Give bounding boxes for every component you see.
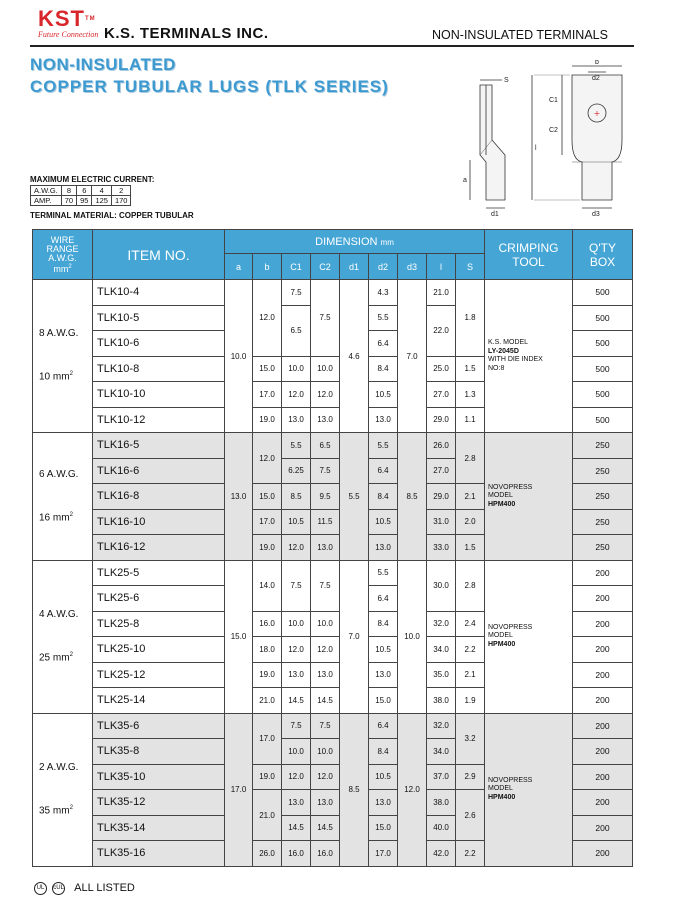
- company-name: K.S. TERMINALS INC.: [104, 25, 269, 42]
- table-row: [33, 713, 633, 739]
- table-row: [33, 433, 633, 459]
- dim-l-cell: 21.0: [427, 280, 456, 306]
- dim-c1-cell: 6.5: [282, 305, 311, 356]
- diagram-label-s: S: [504, 77, 509, 84]
- qty-cell: 200: [573, 611, 633, 637]
- table-row: [33, 560, 633, 586]
- dim-s-cell: 1.5: [456, 535, 485, 561]
- wire-header-unit: mm: [53, 263, 69, 274]
- dim-d1-cell: 8.5: [340, 713, 369, 866]
- dim-c1-cell: 13.0: [282, 407, 311, 433]
- dim-l-cell: 32.0: [427, 713, 456, 739]
- dim-l-cell: 34.0: [427, 739, 456, 765]
- dim-l-cell: 25.0: [427, 356, 456, 382]
- item-number-cell: TLK16-10: [93, 509, 225, 535]
- dim-c1-cell: 14.5: [282, 688, 311, 714]
- dim-l-cell: 30.0: [427, 560, 456, 611]
- dim-d3-cell: 7.0: [398, 280, 427, 433]
- dim-c1-cell: 13.0: [282, 662, 311, 688]
- item-number-cell: TLK25-6: [93, 586, 225, 612]
- dim-b-cell: 15.0: [253, 484, 282, 510]
- item-number-cell: TLK25-8: [93, 611, 225, 637]
- wire-range-header: WIRE RANGE A.W.G. $mm^2$: [33, 230, 93, 280]
- qty-cell: 200: [573, 739, 633, 765]
- dim-d2-cell: 10.5: [369, 509, 398, 535]
- item-number-cell: TLK35-12: [93, 790, 225, 816]
- awg-cell: 4: [92, 186, 112, 196]
- page-title-line2: COPPER TUBULAR LUGS (TLK SERIES): [30, 77, 389, 96]
- dim-c1-cell: 13.0: [282, 790, 311, 816]
- dim-l-cell: 42.0: [427, 841, 456, 867]
- wire-range-cell: [33, 433, 93, 561]
- dim-l-cell: 40.0: [427, 815, 456, 841]
- dim-c1-cell: 14.5: [282, 815, 311, 841]
- dim-col-header: d2: [369, 254, 398, 280]
- dim-c2-cell: 6.5: [311, 433, 340, 459]
- dim-d2-cell: 6.4: [369, 586, 398, 612]
- dim-d2-cell: 13.0: [369, 407, 398, 433]
- svg-text:+: +: [593, 109, 601, 118]
- qty-cell: 250: [573, 535, 633, 561]
- dim-c2-cell: 13.0: [311, 535, 340, 561]
- max-current-heading: MAXIMUM ELECTRIC CURRENT:: [30, 175, 155, 184]
- dim-col-header: C2: [311, 254, 340, 280]
- dim-d2-cell: 6.4: [369, 331, 398, 357]
- dim-b-cell: 17.0: [253, 509, 282, 535]
- dim-d2-cell: 10.5: [369, 382, 398, 408]
- dim-s-cell: 1.5: [456, 356, 485, 382]
- tool-line: NOVOPRESS: [488, 623, 533, 631]
- tool-header-l2: TOOL: [512, 254, 545, 269]
- dim-d2-cell: 5.5: [369, 560, 398, 586]
- item-number-cell: TLK25-5: [93, 560, 225, 586]
- dim-l-cell: 27.0: [427, 458, 456, 484]
- dim-d2-cell: 13.0: [369, 790, 398, 816]
- dim-c2-cell: 10.0: [311, 356, 340, 382]
- qty-cell: 200: [573, 586, 633, 612]
- current-amp-row: [31, 196, 131, 206]
- dim-b-cell: 18.0: [253, 637, 282, 663]
- dim-s-cell: 2.9: [456, 764, 485, 790]
- awg-label: A.W.G.: [31, 186, 62, 196]
- crimping-tool-cell: [485, 280, 573, 433]
- dim-c1-cell: 7.5: [282, 560, 311, 611]
- qty-cell: 200: [573, 560, 633, 586]
- dim-c1-cell: 10.0: [282, 356, 311, 382]
- qty-cell: 250: [573, 484, 633, 510]
- item-number-cell: TLK10-4: [93, 280, 225, 306]
- dim-d2-cell: 8.4: [369, 484, 398, 510]
- dimension-header-unit: mm: [380, 237, 394, 247]
- dim-col-header: d3: [398, 254, 427, 280]
- wire-header-l3: A.W.G.: [48, 252, 77, 263]
- dim-b-cell: 17.0: [253, 713, 282, 764]
- dim-d1-cell: 4.6: [340, 280, 369, 433]
- dim-s-cell: 2.8: [456, 433, 485, 484]
- dim-c1-cell: 12.0: [282, 382, 311, 408]
- dim-l-cell: 35.0: [427, 662, 456, 688]
- dim-l-cell: 38.0: [427, 688, 456, 714]
- dim-c2-cell: 7.5: [311, 458, 340, 484]
- dim-d3-cell: 10.0: [398, 560, 427, 713]
- dim-c2-cell: 10.0: [311, 739, 340, 765]
- qty-cell: 200: [573, 662, 633, 688]
- dim-c2-cell: 14.5: [311, 688, 340, 714]
- item-number-cell: TLK10-8: [93, 356, 225, 382]
- document-category: NON-INSULATED TERMINALS: [432, 28, 608, 42]
- dim-l-cell: 33.0: [427, 535, 456, 561]
- dim-d2-cell: 8.4: [369, 739, 398, 765]
- item-number-cell: TLK35-10: [93, 764, 225, 790]
- dim-l-cell: 34.0: [427, 637, 456, 663]
- company-logo: [38, 8, 100, 44]
- qty-header: [573, 230, 633, 280]
- dim-c1-cell: 5.5: [282, 433, 311, 459]
- wire-mm: 16 $mm^2$: [39, 511, 73, 523]
- qty-cell: 200: [573, 764, 633, 790]
- crimping-tool-header: [485, 230, 573, 280]
- dim-c2-cell: 7.5: [311, 713, 340, 739]
- qty-cell: 250: [573, 433, 633, 459]
- tool-line: LY-2045D: [488, 347, 519, 355]
- dim-col-header: S: [456, 254, 485, 280]
- amp-label: AMP.: [31, 196, 62, 206]
- diagram-label-a: a: [463, 177, 467, 184]
- dim-l-cell: 29.0: [427, 407, 456, 433]
- dim-d2-cell: 6.4: [369, 713, 398, 739]
- awg-cell: 2: [111, 186, 131, 196]
- table-row: [33, 280, 633, 306]
- dim-c2-cell: 13.0: [311, 407, 340, 433]
- dim-c2-cell: 10.0: [311, 611, 340, 637]
- dim-l-cell: 26.0: [427, 433, 456, 459]
- dim-a-cell: 13.0: [225, 433, 253, 561]
- dim-s-cell: 2.8: [456, 560, 485, 611]
- dim-c2-cell: 7.5: [311, 560, 340, 611]
- qty-cell: 500: [573, 305, 633, 331]
- dim-d2-cell: 10.5: [369, 764, 398, 790]
- wire-mm: 10 $mm^2$: [39, 371, 73, 383]
- dim-b-cell: 21.0: [253, 688, 282, 714]
- qty-cell: 200: [573, 841, 633, 867]
- logo-trademark: TM: [85, 16, 96, 22]
- dim-b-cell: 19.0: [253, 662, 282, 688]
- dim-c2-cell: 13.0: [311, 790, 340, 816]
- item-number-cell: TLK25-12: [93, 662, 225, 688]
- dim-b-cell: 12.0: [253, 280, 282, 357]
- dim-c1-cell: 8.5: [282, 484, 311, 510]
- amp-cell: 170: [111, 196, 131, 206]
- tool-line: NO:8: [488, 364, 505, 372]
- tool-line: MODEL: [488, 632, 513, 640]
- qty-cell: 500: [573, 382, 633, 408]
- dim-s-cell: 2.0: [456, 509, 485, 535]
- tool-line: NOVOPRESS: [488, 776, 533, 784]
- dim-d2-cell: 6.4: [369, 458, 398, 484]
- qty-cell: 200: [573, 688, 633, 714]
- dim-d3-cell: 12.0: [398, 713, 427, 866]
- dim-d2-cell: 15.0: [369, 688, 398, 714]
- dim-c2-cell: 7.5: [311, 280, 340, 357]
- max-current-section: [30, 175, 154, 206]
- dim-l-cell: 29.0: [427, 484, 456, 510]
- wire-range-cell: [33, 280, 93, 433]
- wire-mm: 35 $mm^2$: [39, 804, 73, 817]
- dim-col-header: C1: [282, 254, 311, 280]
- diagram-label-b: b: [595, 60, 599, 66]
- qty-cell: 250: [573, 509, 633, 535]
- dim-l-cell: 27.0: [427, 382, 456, 408]
- ul-mark-icon: UL: [34, 882, 47, 895]
- wire-range-cell: [33, 560, 93, 713]
- dim-a-cell: 17.0: [225, 713, 253, 866]
- dim-c1-cell: 10.0: [282, 739, 311, 765]
- dim-d1-cell: 5.5: [340, 433, 369, 561]
- qty-cell: 500: [573, 407, 633, 433]
- crimping-tool-cell: [485, 560, 573, 713]
- dim-c2-cell: 11.5: [311, 509, 340, 535]
- dim-d2-cell: 10.5: [369, 637, 398, 663]
- logo-text: KST: [38, 6, 85, 31]
- diagram-label-d1: d1: [491, 211, 499, 218]
- qty-cell: 200: [573, 790, 633, 816]
- dim-c2-cell: 9.5: [311, 484, 340, 510]
- dim-b-cell: 14.0: [253, 560, 282, 611]
- dim-b-cell: 17.0: [253, 382, 282, 408]
- wire-awg: 6 A.W.G.: [39, 468, 79, 480]
- lug-dimension-diagram: [462, 60, 642, 220]
- dim-col-header: b: [253, 254, 282, 280]
- dim-d3-cell: 8.5: [398, 433, 427, 561]
- dim-l-cell: 32.0: [427, 611, 456, 637]
- dim-c2-cell: 12.0: [311, 382, 340, 408]
- dim-s-cell: 2.1: [456, 662, 485, 688]
- page-title-line1: NON-INSULATED: [30, 55, 176, 74]
- item-number-cell: TLK16-8: [93, 484, 225, 510]
- tool-line: MODEL: [488, 492, 513, 499]
- dim-d1-cell: 7.0: [340, 560, 369, 713]
- qty-header-l1: Q'TY: [589, 240, 616, 255]
- dim-s-cell: 1.8: [456, 280, 485, 357]
- tool-line: K.S. MODEL: [488, 339, 529, 346]
- listing-text: ALL LISTED: [74, 882, 135, 895]
- dim-d2-cell: 5.5: [369, 433, 398, 459]
- diagram-label-c2: C2: [549, 127, 558, 134]
- dim-b-cell: 21.0: [253, 790, 282, 841]
- item-number-cell: TLK16-5: [93, 433, 225, 459]
- crimping-tool-cell: [485, 433, 573, 561]
- dim-d2-cell: 13.0: [369, 662, 398, 688]
- tool-line: HPM400: [488, 500, 516, 508]
- tool-line: HPM400: [488, 793, 516, 801]
- dim-s-cell: 2.2: [456, 841, 485, 867]
- dim-d2-cell: 17.0: [369, 841, 398, 867]
- dim-c2-cell: 12.0: [311, 637, 340, 663]
- dimension-header: [225, 230, 485, 254]
- item-number-cell: TLK10-10: [93, 382, 225, 408]
- cul-mark-icon: cUL: [52, 882, 65, 895]
- qty-cell: 200: [573, 713, 633, 739]
- wire-awg: 8 A.W.G.: [39, 328, 79, 340]
- awg-cell: 6: [77, 186, 92, 196]
- dim-d2-cell: 4.3: [369, 280, 398, 306]
- amp-cell: 95: [77, 196, 92, 206]
- item-number-cell: TLK35-14: [93, 815, 225, 841]
- wire-header-l1: WIRE: [50, 234, 75, 245]
- qty-cell: 200: [573, 637, 633, 663]
- dim-c1-cell: 12.0: [282, 764, 311, 790]
- specification-body: [33, 280, 633, 867]
- max-current-table: [30, 185, 131, 206]
- dim-s-cell: 3.2: [456, 713, 485, 764]
- item-number-cell: TLK35-16: [93, 841, 225, 867]
- amp-cell: 125: [92, 196, 112, 206]
- dim-s-cell: 2.2: [456, 637, 485, 663]
- dim-c1-cell: 7.5: [282, 713, 311, 739]
- wire-mm: 25 $mm^2$: [39, 651, 73, 664]
- wire-range-cell: [33, 713, 93, 866]
- dim-d2-cell: 13.0: [369, 535, 398, 561]
- dim-s-cell: 1.3: [456, 382, 485, 408]
- dim-c1-cell: 10.0: [282, 611, 311, 637]
- dim-a-cell: 15.0: [225, 560, 253, 713]
- dim-d2-cell: 15.0: [369, 815, 398, 841]
- dim-col-header: a: [225, 254, 253, 280]
- tool-header-l1: CRIMPING: [498, 240, 559, 255]
- qty-header-l2: BOX: [589, 254, 616, 269]
- dim-d2-cell: 5.5: [369, 305, 398, 331]
- dim-l-cell: 38.0: [427, 790, 456, 816]
- diagram-label-d2: d2: [592, 75, 600, 82]
- dim-d2-cell: 8.4: [369, 356, 398, 382]
- dim-b-cell: 19.0: [253, 407, 282, 433]
- dim-c1-cell: 12.0: [282, 637, 311, 663]
- item-number-cell: TLK10-6: [93, 331, 225, 357]
- item-number-cell: TLK16-12: [93, 535, 225, 561]
- header-divider: [30, 45, 634, 47]
- dim-s-cell: 2.4: [456, 611, 485, 637]
- item-number-cell: TLK25-10: [93, 637, 225, 663]
- dim-s-cell: 2.6: [456, 790, 485, 841]
- tool-line: NOVOPRESS: [488, 483, 533, 491]
- dim-s-cell: 2.1: [456, 484, 485, 510]
- qty-cell: 500: [573, 331, 633, 357]
- qty-cell: 250: [573, 458, 633, 484]
- crimping-tool-cell: [485, 713, 573, 866]
- dim-col-header: l: [427, 254, 456, 280]
- amp-cell: 70: [61, 196, 76, 206]
- dim-c1-cell: 10.5: [282, 509, 311, 535]
- dim-l-cell: 37.0: [427, 764, 456, 790]
- dim-s-cell: 1.1: [456, 407, 485, 433]
- diagram-label-c1: C1: [549, 97, 558, 104]
- dim-l-cell: 22.0: [427, 305, 456, 356]
- item-number-cell: TLK25-14: [93, 688, 225, 714]
- wire-awg: 4 A.W.G.: [39, 608, 79, 620]
- item-number-cell: TLK16-6: [93, 458, 225, 484]
- dim-b-cell: 15.0: [253, 356, 282, 382]
- footer-listing: [34, 882, 135, 895]
- dim-c1-cell: 16.0: [282, 841, 311, 867]
- item-number-cell: TLK35-8: [93, 739, 225, 765]
- dim-c2-cell: 14.5: [311, 815, 340, 841]
- diagram-label-d3: d3: [592, 211, 600, 218]
- dim-b-cell: 19.0: [253, 535, 282, 561]
- item-number-cell: TLK10-5: [93, 305, 225, 331]
- current-awg-row: [31, 186, 131, 196]
- dim-b-cell: 19.0: [253, 764, 282, 790]
- tool-line: HPM400: [488, 640, 516, 648]
- dim-d2-cell: 8.4: [369, 611, 398, 637]
- dim-l-cell: 31.0: [427, 509, 456, 535]
- qty-cell: 500: [573, 280, 633, 306]
- wire-awg: 2 A.W.G.: [39, 761, 79, 773]
- dim-b-cell: 16.0: [253, 611, 282, 637]
- dim-c1-cell: 6.25: [282, 458, 311, 484]
- dim-c2-cell: 13.0: [311, 662, 340, 688]
- dim-b-cell: 12.0: [253, 433, 282, 484]
- diagram-label-l: l: [535, 145, 537, 152]
- dim-c1-cell: 12.0: [282, 535, 311, 561]
- item-number-cell: TLK10-12: [93, 407, 225, 433]
- dim-col-header: d1: [340, 254, 369, 280]
- dim-a-cell: 10.0: [225, 280, 253, 433]
- dimension-header-text: DIMENSION: [315, 235, 378, 248]
- item-number-cell: TLK35-6: [93, 713, 225, 739]
- dim-b-cell: 26.0: [253, 841, 282, 867]
- dim-c2-cell: 16.0: [311, 841, 340, 867]
- qty-cell: 200: [573, 815, 633, 841]
- item-no-header: ITEM NO.: [93, 230, 225, 280]
- logo-tagline: Future Connection: [38, 30, 99, 39]
- terminal-material: TERMINAL MATERIAL: COPPER TUBULAR: [30, 211, 194, 220]
- dim-c1-cell: 7.5: [282, 280, 311, 306]
- specification-table: [32, 229, 633, 867]
- wire-header-l2: RANGE: [46, 243, 79, 254]
- dim-s-cell: 1.9: [456, 688, 485, 714]
- dim-c2-cell: 12.0: [311, 764, 340, 790]
- qty-cell: 500: [573, 356, 633, 382]
- tool-line: MODEL: [488, 785, 513, 793]
- tool-line: WITH DIE INDEX: [488, 356, 543, 363]
- awg-cell: 8: [61, 186, 76, 196]
